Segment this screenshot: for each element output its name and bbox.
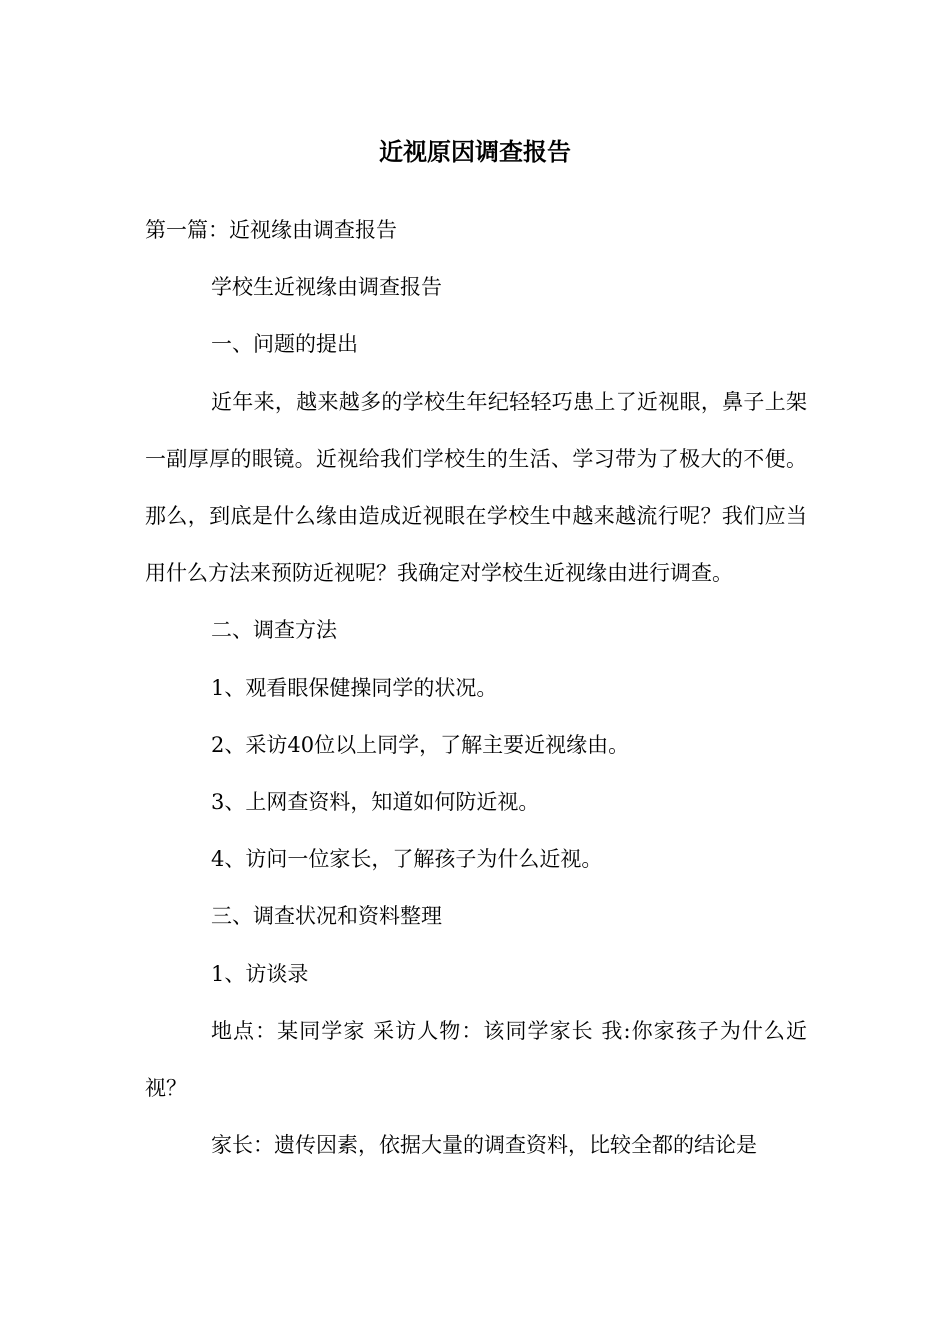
paragraph: 近年来，越来越多的学校生年纪轻轻巧患上了近视眼，鼻子上架一副厚厚的眼镜。近视给我们学校生的生活、学习带为了极大的不便。那么，到底是什么缘由造成近视眼在学校生中越来越流行呢？我们应当用什么方法来预防近视呢？我确定对学校生近视缘由进行调查。 — [145, 389, 807, 586]
paragraph: 家长：遗传因素，依据大量的调查资料，比较全都的结论是 — [211, 1133, 757, 1158]
paragraph: 3、上网查资料，知道如何防近视。 — [211, 790, 540, 815]
paragraph: 2、采访40位以上同学，了解主要近视缘由。 — [211, 732, 630, 757]
paragraph: 4、访问一位家长，了解孩子为什么近视。 — [211, 847, 603, 872]
paragraph: 三、调查状况和资料整理 — [211, 904, 442, 929]
paragraph: 学校生近视缘由调查报告 — [211, 275, 442, 300]
paragraph: 第一篇：近视缘由调查报告 — [145, 218, 397, 242]
paragraph: 二、调查方法 — [211, 618, 337, 643]
document-body — [145, 202, 807, 1174]
paragraph: 1、访谈录 — [211, 961, 309, 986]
paragraph: 1、观看眼保健操同学的状况。 — [211, 675, 498, 700]
paragraph: 一、问题的提出 — [211, 332, 358, 357]
paragraph: 地点：某同学家 采访人物：该同学家长 我:你家孩子为什么近视？ — [145, 1018, 807, 1101]
document-title: 近视原因调查报告 — [379, 137, 571, 166]
